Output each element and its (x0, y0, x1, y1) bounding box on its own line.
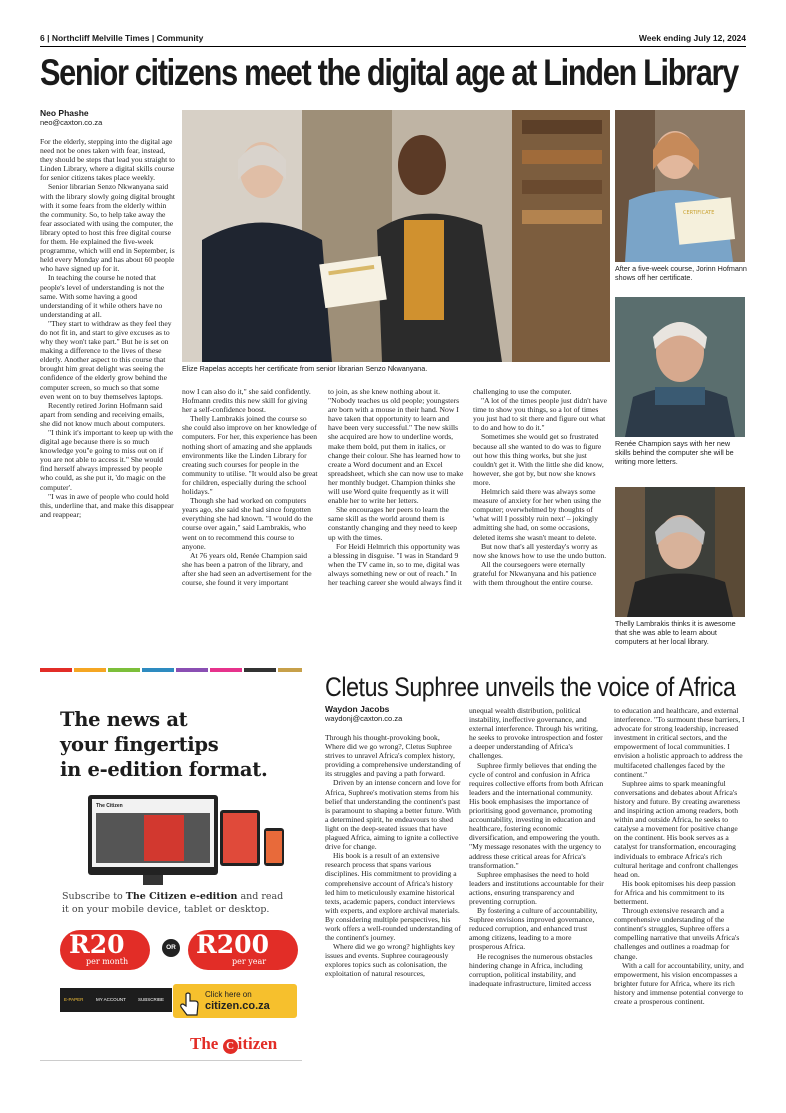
article-paragraph: "I think it's important to keep up with the digital age because there is so much knowledge you''e going to miss out on if you are not able to access it." She would find herself always impressed by people who could, as she put it, 'do magic on the computer'. (40, 428, 174, 492)
article2-email[interactable]: waydonj@caxton.co.za (325, 714, 403, 723)
nav-my-account[interactable]: MY ACCOUNT (96, 997, 126, 1002)
article-paragraph: Helmrich said there was always some measure of anxiety for her when using the computer; overwhelmed by thoughts of 'what will I possibly ruin next' – jokingly admitting she had, on some occasions, deleted items she wasn't meant to delete. (473, 487, 601, 542)
article-paragraph: Where did we go wrong? highlights key issues and events. Suphree courageously explores topics such as colonisation, the exploitation of natural resources, (325, 942, 455, 979)
price-year: R200 (196, 930, 269, 959)
photo-lambrakis-illustration (615, 487, 745, 617)
article-paragraph: By fostering a culture of accountability, Suphree envisions improved governance, reduced corruption, and enhanced trust among citizens, leading to a more prosperous Africa. (469, 906, 598, 952)
photo-champion-illustration (615, 297, 745, 437)
article-paragraph: Driven by an intense concern and love for Africa, Suphree's motivation stems from his belief that understanding the continent's past is paramount to shaping a better future. With a determined spirit, he endeavours to shed light on the deep-seated issues that have plagued Africa, aiming to ignite a collective drive for change. (325, 778, 461, 852)
article-paragraph: For Heidi Helmrich this opportunity was a blessing in disguise. "I was in Standard 9 when the TV came in, so to me, digital was always something new or out of reach." In her teaching career she would always find it (328, 541, 462, 587)
article-paragraph: With a call for accountability, unity, and empowerment, his vision encompasses a brighter future for Africa, where its rich history and immense potential converge to create a prosperous continent. (614, 960, 744, 1006)
article-column-2 (182, 387, 318, 657)
article-paragraph: "They start to withdraw as they feel they do not fit in, and start to give excuses as to why they won't take part." But he is set on making a difference to the lives of these elderly. Another aspect to this course that brought him great delight was seeing the confidence of the elderly grow behind the computer screen, so much so that some even went on to buy themselves laptops. (40, 318, 172, 401)
article-paragraph: unequal wealth distribution, political instability, ineffective governance, and external interference. Through his writing, he seeks to provoke introspection and foster a deeper understanding of Africa's challenges. (469, 706, 603, 761)
article-paragraph: Suphree emphasises the need to hold leaders and institutions accountable for their actions, ensuring transparency and preventing corruption. (469, 869, 604, 906)
mock-logo: The Citizen (96, 803, 123, 809)
photo-lambrakis-caption: Thelly Lambrakis thinks it is awesome that she was able to learn about computers at her local library. (615, 619, 736, 646)
phone-screen (266, 831, 282, 863)
mock-page (144, 815, 184, 861)
citizen-logo: The C itizen (190, 1034, 278, 1053)
article-paragraph: to join, as she knew nothing about it. "Nobody teaches us old people; youngsters are born with a mouse in their hand. Now I have taken that opportunity to learn and have been very successful." The new skills she acquired are how to underline words, make them bold, put them in italics, or change their colour. She has learned how to create a Word document and an Excel spreadsheet, which she can now use to make her monthly budget. Champion thinks she will use Word quite frequently as it will enable her to write her letters. (328, 387, 464, 506)
author-name: Neo Phashe (40, 108, 89, 118)
article-paragraph: Suphree firmly believes that ending the cycle of control and confusion in Africa requires collective efforts from both African leaders and the international community. His book emphasises the importance of prioritising good governance, promoting accountability, investing in education and healthcare, fostering economic diversification, and empowering the youth. "My message resonates with the urgency to address these critical areas for Africa's transformation." (469, 760, 604, 870)
citizen-advert[interactable] (40, 662, 302, 1102)
price-month-pill[interactable] (60, 930, 150, 970)
photo-lambrakis (615, 487, 745, 617)
nav-epaper[interactable]: E-PAPER (64, 997, 84, 1002)
price-year-unit: per year (232, 957, 267, 966)
article-paragraph: to education and healthcare, and external interference. "To surmount these barriers, I advocate for strong leadership, increased investment in critical sectors, and the empowerment of local communities. I envision a holistic approach to address the multifaceted challenges faced by the continent." (614, 706, 745, 779)
article-paragraph: "I was in awe of people who could hold this, underline that, and make this disappear and reappear; (40, 491, 174, 519)
folio-left: 6 | Northcliff Melville Times | Community (40, 33, 204, 43)
click-here-line-1: Click here on (205, 990, 252, 999)
ad-color-bar (74, 668, 106, 672)
photo-champion-caption: Renée Champion says with her new skills behind the computer she will be writing more letters. (615, 439, 734, 466)
ad-color-bar (142, 668, 174, 672)
article-paragraph: All the coursegoers were eternally grateful for Nkwanyana and his patience with them throughout the entire course. (473, 559, 597, 587)
article2-headline: Cletus Suphree unveils the voice of Africa (325, 672, 736, 702)
nav-subscribe[interactable]: SUBSCRIBE (138, 997, 165, 1002)
ad-color-bar (210, 668, 242, 672)
author-email[interactable]: neo@caxton.co.za (40, 118, 103, 127)
article-paragraph: At 76 years old, Renée Champion said she has been a patron of the library, and after she had seen an advertisement for the course, she found it very important (182, 550, 312, 587)
article-paragraph: Senior librarian Senzo Nkwanyana said with the library slowly going digital brought with it some fears from the elderly within the community. So, to help take away the fear associated with using the computer, the library opted to host this free digital course for them. He explained the five-week programme, which will end in September, is held every Monday and has about 60 people who have signed up for it. (40, 182, 175, 274)
folio-date: Week ending July 12, 2024 (638, 33, 746, 43)
cursor-hand-icon (179, 992, 201, 1018)
ad-nav-bar (60, 988, 172, 1012)
ad-color-bar (278, 668, 302, 672)
article-paragraph: Thelly Lambrakis joined the course so she could also improve on her knowledge of computers. For her, this experience has been nothing short of amazing and she applauds environments like the Linden Library for creating such courses for people in the community to utilise. "It would also be great for children, especially during the school holidays." (182, 414, 318, 497)
article-paragraph: Recently retired Jorinn Hofmann said apart from sending and receiving emails, she did not know much about computers. (40, 400, 166, 428)
main-photo-illustration (182, 110, 610, 362)
certificate-text: CERTIFICATE (683, 210, 715, 216)
article2-byline (325, 704, 402, 723)
price-month: R20 (69, 930, 125, 959)
article2-column-1 (325, 733, 461, 1103)
photo-hofmann-illustration (615, 110, 745, 262)
article-paragraph: Suphree aims to spark meaningful conversations and debates about Africa's history and future. By creating awareness and inspiring action among readers, both within and outside Africa, he seeks to catalyse a movement for positive change on the continent. His book serves as a catalyst for transformation, encouraging individuals to embrace Africa's rich cultural heritage and confront challenges head on. (614, 778, 741, 879)
tablet-screen (223, 813, 257, 863)
click-here-button[interactable] (173, 984, 297, 1018)
article-paragraph: Though she had worked on computers years ago, she said she had since forgotten everything she had known. "I would do the course over again," said Lambrakis, who went on to recommend this course to anyone. (182, 496, 313, 551)
ad-color-bar (176, 668, 208, 672)
ad-subscribe-text: Subscribe to The Citizen e-edition and read it on your mobile device, tablet or desktop. (62, 891, 284, 915)
main-photo-caption: Elize Rapelas accepts her certificate from senior librarian Senzo Nkwanyana. (182, 364, 428, 373)
article-paragraph: "A lot of the times people just didn't have time to show you things, so a lot of times you just had to sit there and figure out what to do and how to do it." (473, 396, 607, 433)
ad-color-bar (244, 668, 276, 672)
main-photo (182, 110, 610, 362)
article-paragraph: His book is a result of an extensive research process that spans various disciplines. His commitment to providing a comprehensive account of Africa's history led him to meticulously examine historical texts, academic papers, conduct interviews with experts, and explore archival materials. By considering multiple perspectives, his work offers a well-rounded understanding of the continent's journey. (325, 851, 461, 943)
folio-rule (40, 46, 746, 47)
tablet-mockup (220, 810, 260, 866)
photo-hofmann-caption: After a five-week course, Jorinn Hofmann shows off her certificate. (615, 264, 747, 282)
ad-title-line-2: your fingertips (60, 733, 219, 756)
article-paragraph: Through extensive research and a comprehensive understanding of the continent's struggles, Suphree offers a compelling narrative that unveils Africa's challenges and outlines a roadmap for change. (614, 906, 740, 961)
monitor-mockup (88, 795, 218, 875)
ad-color-bar (108, 668, 140, 672)
article-paragraph: challenging to use the computer. (473, 387, 572, 396)
photo-hofmann (615, 110, 745, 262)
article-paragraph: Sometimes she would get so frustrated because all she wanted to do was to figure out how this thing works, but she just couldn't get it. With the little she did know, however, she got by, but now she knows more. (473, 432, 604, 487)
article2-column-2 (469, 706, 605, 1103)
ad-title-line-3: in e-edition format. (60, 758, 268, 781)
ad-title-line-1: The news at (60, 708, 188, 731)
article-headline: Senior citizens meet the digital age at Linden Library (40, 52, 738, 93)
article-paragraph: In teaching the course he noted that people's level of understanding is not the same. With some having a good understanding of it while others have no understanding at all. (40, 273, 165, 319)
article-paragraph: His book epitomises his deep passion for Africa and his commitment to its betterment. (614, 878, 736, 906)
page-folio (40, 33, 746, 47)
byline (40, 108, 102, 127)
article-column-1 (40, 137, 175, 657)
article-paragraph: now I can also do it," she said confidently. Hofmann credits this new skill for giving her a self-confidence boost. (182, 387, 311, 415)
article2-column-3 (614, 706, 746, 1103)
phone-mockup (264, 828, 284, 866)
monitor-stand (143, 875, 163, 885)
article2-author: Waydon Jacobs (325, 704, 390, 714)
or-badge: OR (162, 939, 180, 957)
ad-bottom-divider (40, 1060, 302, 1061)
article-paragraph: She encourages her peers to learn the same skill as the world around them is constantly changing and they need to keep up with the times. (328, 505, 458, 542)
article-column-4 (473, 387, 609, 657)
photo-champion (615, 297, 745, 437)
article-paragraph: But now that's all yesterday's worry as now she knows how to use the undo button. (473, 541, 607, 560)
price-year-pill[interactable] (188, 930, 298, 970)
article-paragraph: For the elderly, stepping into the digital age need not be ones taken with fear, instead, they should be steps that lead you straight to Linden Library, where a digital skills course for senior citizens takes place weekly. (40, 137, 175, 183)
ad-color-bar (40, 668, 72, 672)
article-paragraph: He recognises the numerous obstacles hindering change in Africa, including corruption, political instability, and inadequate infrastructure, limited access (469, 951, 593, 988)
click-here-url: citizen.co.za (205, 1000, 270, 1012)
article-paragraph: Through his thought-provoking book, Where did we go wrong?, Cletus Suphree strives to unravel Africa's complex history, providing a comprehensive understanding of its struggles and paving a path forward. (325, 733, 461, 779)
article-column-3 (328, 387, 464, 657)
monitor-screen (92, 799, 214, 867)
price-month-unit: per month (86, 957, 129, 966)
